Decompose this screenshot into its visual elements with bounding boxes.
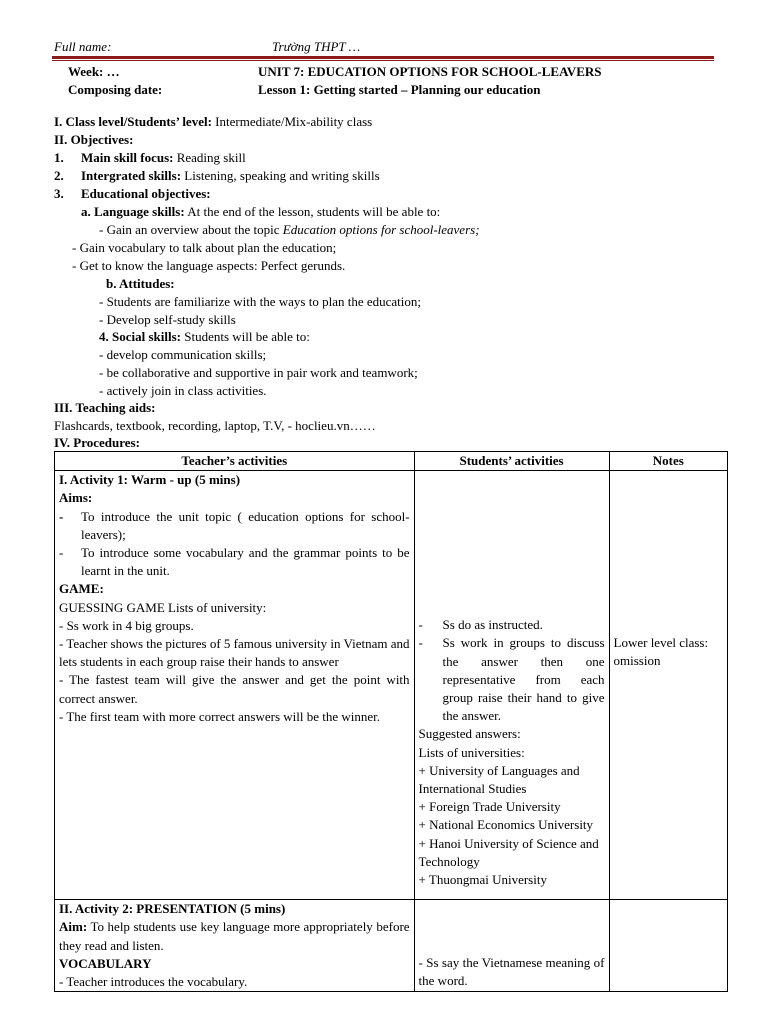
student-step-1: - Ss do as instructed. (418, 617, 543, 633)
teacher-step-1: - Ss work in 4 big groups. (59, 617, 194, 633)
language-skill-1: - Gain an overview about the topic Education options for school-leavers; (99, 222, 480, 237)
university-3: + National Economics University (418, 817, 594, 833)
col-notes-header: Notes (609, 452, 727, 471)
guessing-game: GUESSING GAME Lists of university: (59, 599, 267, 615)
header-rule-thin (52, 60, 714, 61)
university-4: + Hanoi University of Science and Technology (418, 835, 599, 869)
activity-2-title: II. Activity 2: PRESENTATION (5 mins) (59, 901, 286, 917)
activity-2-aim: Aim: To help students use key language more appropriately before they read and listen. (59, 919, 410, 953)
teacher-step-3: - The fastest team will give the answer and get the point with correct answer. (59, 672, 410, 706)
procedures-heading: IV. Procedures: (54, 435, 140, 450)
language-skills: a. Language skills: At the end of the lesson, students will be able to: (81, 204, 441, 219)
activity-1-aim-1: - To introduce the unit topic ( education options for school-leavers); (59, 508, 410, 542)
class-level (54, 113, 372, 131)
activity-2-students (414, 900, 609, 992)
table-row (55, 900, 728, 992)
social-skill-2: - be collaborative and supportive in pair work and teamwork; (99, 365, 418, 380)
student-step-2: - Ss work in groups to discuss the answer then one representative from each group raise their hand to give the answer. (418, 635, 605, 724)
header-rule-thick (52, 56, 714, 59)
activity-1-title: I. Activity 1: Warm - up (5 mins) (59, 472, 241, 488)
social-skill-1: - develop communication skills; (99, 347, 267, 362)
teacher-step-4: - The first team with more correct answers will be the winner. (59, 708, 381, 724)
game-heading: GAME: (59, 581, 104, 597)
full-name-label: Full name: (54, 39, 112, 54)
composing-date-label: Composing date: (68, 82, 163, 97)
col-students-header: Students’ activities (414, 452, 609, 471)
lists-of-universities: Lists of universities: (418, 744, 525, 760)
teaching-aids-heading: III. Teaching aids: (54, 400, 156, 415)
suggested-answers: Suggested answers: (418, 726, 521, 742)
activity-1-aim-2: - To introduce some vocabulary and the grammar points to be learnt in the unit. (59, 545, 410, 579)
social-skill-3: - actively join in class activities. (99, 383, 267, 398)
note-lower-level: Lower level class: omission (613, 635, 709, 669)
objective-item-3: 3. Educational objectives: (54, 186, 211, 201)
table-header-row (55, 452, 728, 471)
teacher-step-2: - Teacher shows the pictures of 5 famous university in Vietnam and lets students in each group raise their hands to answer (59, 636, 410, 670)
class-level-value: Intermediate/Mix-ability class (211, 114, 373, 129)
week-label: Week: … (68, 64, 120, 79)
teaching-aids-value: Flashcards, textbook, recording, laptop, T.V, - hoclieu.vn…… (54, 418, 376, 433)
objectives-heading: II. Objectives: (54, 132, 134, 147)
university-2: + Foreign Trade University (418, 799, 561, 815)
activity-2-notes (609, 900, 727, 992)
attitude-2: - Develop self-study skills (99, 312, 236, 327)
activity-1-students (414, 471, 609, 900)
social-skills: 4. Social skills: Students will be able to: (99, 329, 310, 344)
procedures-table (54, 451, 728, 992)
objective-item-2: 2. Intergrated skills: Listening, speaking and writing skills (54, 168, 380, 183)
activity-2-teacher-step: - Teacher introduces the vocabulary. (59, 974, 248, 990)
activity-2-student-step: - Ss say the Vietnamese meaning of the word. (418, 955, 605, 989)
table-row (55, 471, 728, 900)
attitudes-heading: b. Attitudes: (106, 276, 175, 291)
activity-1-aims: Aims: (59, 490, 93, 506)
attitude-1: - Students are familiarize with the ways to plan the education; (99, 294, 422, 309)
class-level-label: I. Class level/Students’ level: (54, 114, 212, 129)
university-1: + University of Languages and International Studies (418, 762, 580, 797)
unit-title: UNIT 7: EDUCATION OPTIONS FOR SCHOOL-LEAVERS (258, 64, 602, 79)
lesson-title: Lesson 1: Getting started – Planning our education (258, 82, 541, 97)
col-teacher-header: Teacher’s activities (55, 452, 415, 471)
language-skill-3: - Get to know the language aspects: Perfect gerunds. (72, 258, 346, 273)
vocabulary-heading: VOCABULARY (59, 955, 152, 971)
activity-1-teacher (55, 471, 415, 900)
activity-1-notes (609, 471, 727, 900)
activity-2-teacher (55, 900, 415, 992)
university-5: + Thuongmai University (418, 872, 547, 888)
language-skill-2: - Gain vocabulary to talk about plan the education; (72, 240, 337, 255)
objective-item-1: 1. Main skill focus: Reading skill (54, 150, 246, 165)
school-label: Trường THPT … (272, 39, 361, 54)
